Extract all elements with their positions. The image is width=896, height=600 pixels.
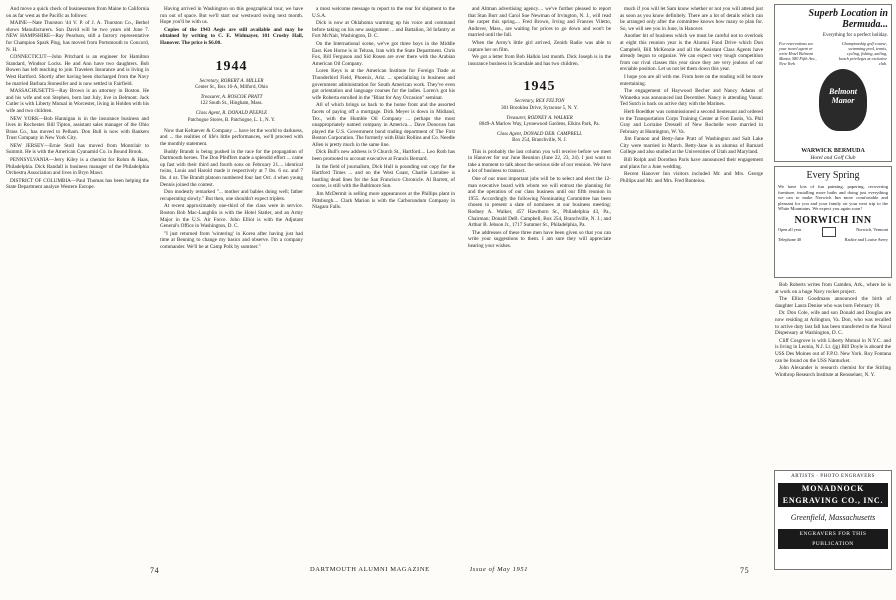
paragraph: Dick Bull's new address is 9 Church St., Hartford.... Leo Roth has been promoted to account executive at Francis Bernard. — [312, 149, 455, 163]
paragraph: Jim Fannon and Betty-Jane Pratt of Washington and Salt Lake City were married in March. Betty-Jane is an alumna of Barnard College and also studied at the Universities of Utah and Maryland. — [620, 136, 763, 156]
paragraph: Copies of the 1943 Aegis are still available and may be obtained by writing to C. E. Widmayer, 101 Crosby Hall, Hanover. The price is $6.00. — [160, 26, 303, 46]
engraving-ad — [774, 470, 892, 570]
norwich-body: We have lots of fun painting, papering, recovering furniture, installing more baths and doing just everything we can to make Norwich Inn more comfortable and pleasant for you and your family on your next trip to the White Mountains. We expect you again soon! — [778, 184, 888, 212]
footer-magazine-title: DARTMOUTH ALUMNI MAGAZINE — [310, 566, 430, 573]
secretary-title: Secretary, ROBERT A. MILLER — [199, 78, 264, 84]
paragraph: Herb Boedtker was commissioned a second lieutenant and ordered to the Transportation Corps Training Center at Fort Eustis, Va. Phil Gray and Lorraine Dressell of New Rochelle were married in February at Huntington, W. Va. — [620, 108, 763, 135]
paragraph: NEW YORK—Bob Hannigan is in the insurance business and lives in Rochester. Bill Tipton, assistant sales manager of the Ohio Brass Co., has moved to Pelham. Don Bull is now with Bankers Trust Company in New York City. — [6, 115, 149, 142]
footer-left-page — [150, 566, 159, 575]
paragraph: We got a letter from Bob Halkin last month. Dick Joseph is in the insurance business in Scarsdale and has two children. — [468, 54, 611, 67]
treasurer-title: Treasurer, A. ROSCOE PRATT — [200, 94, 263, 100]
paragraph: PENNSYLVANIA—Jerry Kiley is a chemist for Rohm & Haas, Philadelphia. Dick Randall is business manager of the Philadelphia Orchestra Association and lives in Bryn Mawr. — [6, 157, 149, 177]
footer-right-page — [740, 566, 749, 575]
treasurer-title: Treasurer, RODNEY A. WALKER — [506, 115, 573, 121]
paragraph: On the International scene, we've got three boys in the Middle East. Ken Horne is in Tehran, Iran with the State Department. Chris Fox, Bill Ferguson and Sid Rosen are over there with the Arabian American Oil Company. — [312, 40, 455, 67]
paragraph: In the field of journalism, Dick Hull is pounding out copy for the Hartford Times ... and on the West Coast, Charlie Larrabee is hustling dead lines for the San Francisco Chronicle. Al Barrett, of course, is still with the Baltimore Sun. — [312, 163, 455, 190]
norwich-location: Norwich, Vermont — [856, 226, 888, 232]
paragraph: Another bit of business which we must be careful not to overlook at eight this reunion year is the Alumni Fund Drive which Don Campbell, Bill McKenzie and all the Assistant Class Agents have already begun to organize. We can expect very tough competition from our rival classes this year since they are very jealous of our enviable position. Let us not let them down this year. — [620, 33, 763, 73]
secretary-address: Center St., Box 16-A, Milford, Ohio — [195, 84, 268, 90]
paragraph: and Altman advertising agency.... we've further pleased to report that Stan Burr and Carol Sue Newman of Irvington, N. J., will read the carpet this spring.... Fred Brown, Irving and Frances Viletto, Andover, Mass., are waiting for prices to go down and won't be married until the fall. — [468, 6, 611, 39]
bermuda-amenities: Championship golf course, swimming pool, tennis, cycling, fishing, sailing, beach privileges at exclusive club. — [838, 41, 887, 66]
norwich-open: Open all year — [778, 226, 802, 232]
paragraph: Cliff Cosgrove is with Liberty Mutual in N.Y.C. and is living in Leonia, N.J. Lt. (jg) Bill Doyle is aboard the USS Des Moines out of F.P.O. New York. Roy Fontana can be found on the USS Nantucket. — [775, 337, 891, 364]
paragraph: Bill Rolph and Dorothea Paris have announced their engagement and plans for a June wedding. — [620, 157, 763, 170]
column-2 — [160, 6, 303, 562]
paragraph: Jim McDermit is selling more appearances at the Phillips plant in Pittsburgh.... Clark Marion is with the Carborundum Company in Niagara Falls. — [312, 191, 455, 211]
paragraph: And move a quick check of businessmen from Maine to California on as far west as the Pacific as follows: — [6, 6, 149, 19]
secretary-title: Secretary, REX FELTON — [514, 99, 565, 105]
bermuda-place: WARWICK BERMUDA — [801, 148, 865, 154]
norwich-phone: Telephone 40 — [778, 236, 802, 242]
paragraph: NEW JERSEY—Ernie Stoll has moved from Montclair to Summit. He is with the American Cyanamid Co. in Bound Brook. — [6, 142, 149, 156]
secretary-address: 301 Brooklea Drive, Syracuse 5, N. Y. — [501, 105, 578, 111]
norwich-inn-ad — [774, 166, 892, 278]
paragraph: I hope you are all with me. From here on the reading will be more entertaining. — [620, 73, 763, 87]
norwich-info-2 — [778, 237, 888, 242]
paragraph: "I just returned from 'wintering' in Korea after having just had time at Benning to change my basics and observe. I'm a company commander. We'll be at Camp Polk by summer." — [160, 230, 303, 250]
column-continuation — [774, 282, 892, 470]
agent-title: Class Agent, R. DONALD PEEPLE — [195, 111, 268, 117]
paragraph: This is probably the last column you will receive before we meet in Hanover for our June Reunion (June 22, 23, 24). I just want to take a moment to talk about the serious side of our reunion. We have a lot of business to transact. — [468, 148, 611, 175]
column-5 — [620, 6, 763, 562]
engraving-tagline: ENGRAVERS FOR THIS PUBLICATION — [778, 529, 888, 549]
page-number-left: 74 — [150, 566, 160, 575]
norwich-hosts: Radice and Louise Avery — [844, 236, 888, 242]
paragraph: At recent approximately one-third of the class were in service. Boston Bob Mac-Laughlin is with the Hotel Statler, and an Army Major in the U.S. Air Force. John Elliot is with the Adjutant General's Office in Washington, D. C. — [160, 203, 303, 230]
class-year-heading: 1945 — [523, 79, 556, 95]
bermuda-sub: Everything for a perfect holiday. — [822, 33, 888, 38]
paragraph: All of which brings us back to the home front and the assorted facets of paying off a mortgage. Dick Meyer is down in Midland, Tex., with the Humble Oil Company ... perhaps the most unappropriately named company in America.... Dave Donovan has played the U.S. Government bond trading department of The First Boston Corporation. The formerly with Blair Rollins and Co. Needle Allen is pretty much in the same line. — [312, 102, 455, 148]
bermuda-ad — [774, 4, 892, 162]
paragraph: The addresses of these three men have been given so that you can write your suggestions to them. I am sure they will appreciate hearing your wishes. — [468, 229, 611, 249]
norwich-brand: NORWICH INN — [794, 214, 872, 226]
crest-label: Belmont Manor — [828, 87, 857, 105]
agent-address: Box 254, Branchville, N. J. — [512, 138, 567, 144]
paragraph: MASSACHUSETTS—Ray Brown is an attorney in Boston. He and his wife and son Stephen, born last July, live in Belmont. Jack Cutler is with Liberty Mutual in Worcester, living in Holden with his wife and two children. — [6, 88, 149, 114]
column-1 — [6, 6, 149, 562]
paragraph: Bob Roberts writes from Camden, Ark., where he is at work on a huge Navy rocket project. — [775, 282, 891, 295]
engraving-city: Greenfield, Massachusetts — [790, 513, 876, 522]
engraving-top: ARTISTS · PHOTO ENGRAVERS — [791, 474, 875, 479]
paragraph: CONNECTICUT—John Pritchard is an engineer for Hamilton Standard, Windsor Locks. He and Ann have two daughters. Bob Bowen has left teaching to join Travelers Insurance and is living in West Hartford. Shortly after having been discharged from the Navy he married Barbara Stonesifer and is now settled in Fairfield. — [6, 54, 149, 87]
treasurer-address: 122 South St., Hingham, Mass. — [200, 101, 263, 107]
class-year-heading: 1944 — [215, 58, 248, 74]
footer-issue: Issue of May 1951 — [470, 566, 529, 573]
bermuda-headline: Superb Location in Bermuda... — [808, 8, 888, 30]
paragraph: One of our most important jobs will be to select and elect the 12-man executive board with whom we will entrust the planning for and the operation of our class business until our fifth reunion in 1955. Accordingly the following Nominating Committee has been chosen to present a slate of nominees at our business meeting: Rodney A. Walker, 457 Hawthorn St., Philadelphia 43, Pa., Chairman; Donald DeB. Campbell, Box 254, Branchville, N. J.; and Arthur B. Jebson Jr., 1717 Summer St., Philadelphia, Pa. — [468, 175, 611, 229]
norwich-headline: Every Spring — [806, 170, 860, 181]
advertisement-column — [774, 4, 892, 594]
belmont-crest-icon — [819, 69, 867, 131]
paragraph: John Alexander is research chemist for the Stirling Winthrop Research Institute at Rensselaer, N. Y. — [775, 365, 891, 378]
agent-address: Patchogue Stores, B. Patchogue, L. I., N. Y. — [187, 117, 276, 123]
paragraph: a most welcome message to report to the rear for shipment to the U.S.A. — [312, 6, 455, 19]
norwich-info — [778, 227, 888, 237]
paragraph: Dick is now at Oklahoma warming up his voice and command before taking on his new assignment ... and Battalion, 3d Infantry at Fort McNair, Washington, D. C. — [312, 20, 455, 40]
engraving-company: MONADNOCK ENGRAVING CO., INC. — [778, 483, 888, 507]
paragraph: Now that Keltaever & Company ... have let the world to darkness, and ... the realities of life's little performances, we'll proceed with the monthly statement. — [160, 127, 303, 147]
paragraph: When the Army's little girl arrived, Zenith Radio was able to capture her on film. — [468, 39, 611, 53]
inn-sign-icon — [822, 227, 836, 237]
agent-title: Class Agent, DONALD DEB. CAMPBELL — [496, 132, 583, 138]
paragraph: DISTRICT OF COLUMBIA—Paul Thomas has been helping the State Department analyze Western Europe. — [6, 177, 149, 191]
paragraph: Having arrived in Washington on this geographical tour, we have run out of space. But we'll start our westward swing next month. Hope you'll be with us. — [160, 6, 303, 26]
page-number-right: 75 — [740, 566, 750, 575]
paragraph: The engagement of Haywood Becher and Nancy Adams of Winnetka was announced last December. Nancy is attending Vassar. Ted Sutch is back on active duty with the Marines. — [620, 88, 763, 108]
treasurer-address: 8049-A Marlow Way, Lynnewood Gardens, Elkins Park, Pa. — [479, 121, 600, 127]
paragraph: much if you will let Sam know whether or not you will attend just as soon as you know definitely. There are a lot of details which can be arranged only after the committee knows how many to plan for. So, we will see you in June, in Hanover. — [620, 6, 763, 32]
paragraph: The Elliot Goodmans announced the birth of daughter Laura Denise who was born February 18. — [775, 296, 891, 309]
paragraph: Buddy Brandt is being pushed in the race for the propagation of Dartmouth heroes. The Don Pfeiffers made a splendid effort ... came up fast with their third and fourth sons on February 21.... identical twins, Louis and Harold made it respectively at 7 lbs. 6 oz. and 7 lbs. 4 oz. The Brandt platoon numbered four last Oct. 4 when young Dennis joined the contest. — [160, 148, 303, 188]
paragraph: Recent Hanover Inn visitors included Mr. and Mrs. George Phillips and Mr. and Mrs. Fred Bonteiou. — [620, 171, 763, 184]
bermuda-club: Hotel and Golf Club — [810, 155, 856, 161]
column-3 — [312, 6, 455, 562]
paragraph: Dr. Don Cole, wife and son Donald and Douglas are now residing at Arlington, Va. Don, who was recalled to active duty last fall has been transferred to the Naval Dispensary at Washington, D. C. — [775, 310, 891, 337]
paragraph: Loren Keys is at the American Institute for Foreign Trade at Thunderbird Field, Phoenix, Ariz. ... specializing in business and government administration for South American work. They've even got orientation and language courses for the ladies. Loren's got his wife Roberta enrolled in the "Blast for Any Occasion" seminar. — [312, 68, 455, 101]
paragraph: Don modestly remarked "... mother and babies doing well; father recuperating slowly." But then, one shouldn't expect triplets. — [160, 189, 303, 202]
bermuda-reservations: For reservations see your travel agent or write Hotel Belmont Manor, 580 Fifth Ave., New York — [779, 41, 817, 66]
column-4 — [468, 6, 611, 562]
paragraph: MAINE—Nate Thurston '44 V. P. of J. A. Thurston Co., Bethel shows Manufacturers. Son David will be two years old June 7. NEW HAMPSHIRE—Ray Pearlson, still a factory representative for Champion Spark Plug, has moved from Portsmouth to Concord, N. H. — [6, 20, 149, 53]
